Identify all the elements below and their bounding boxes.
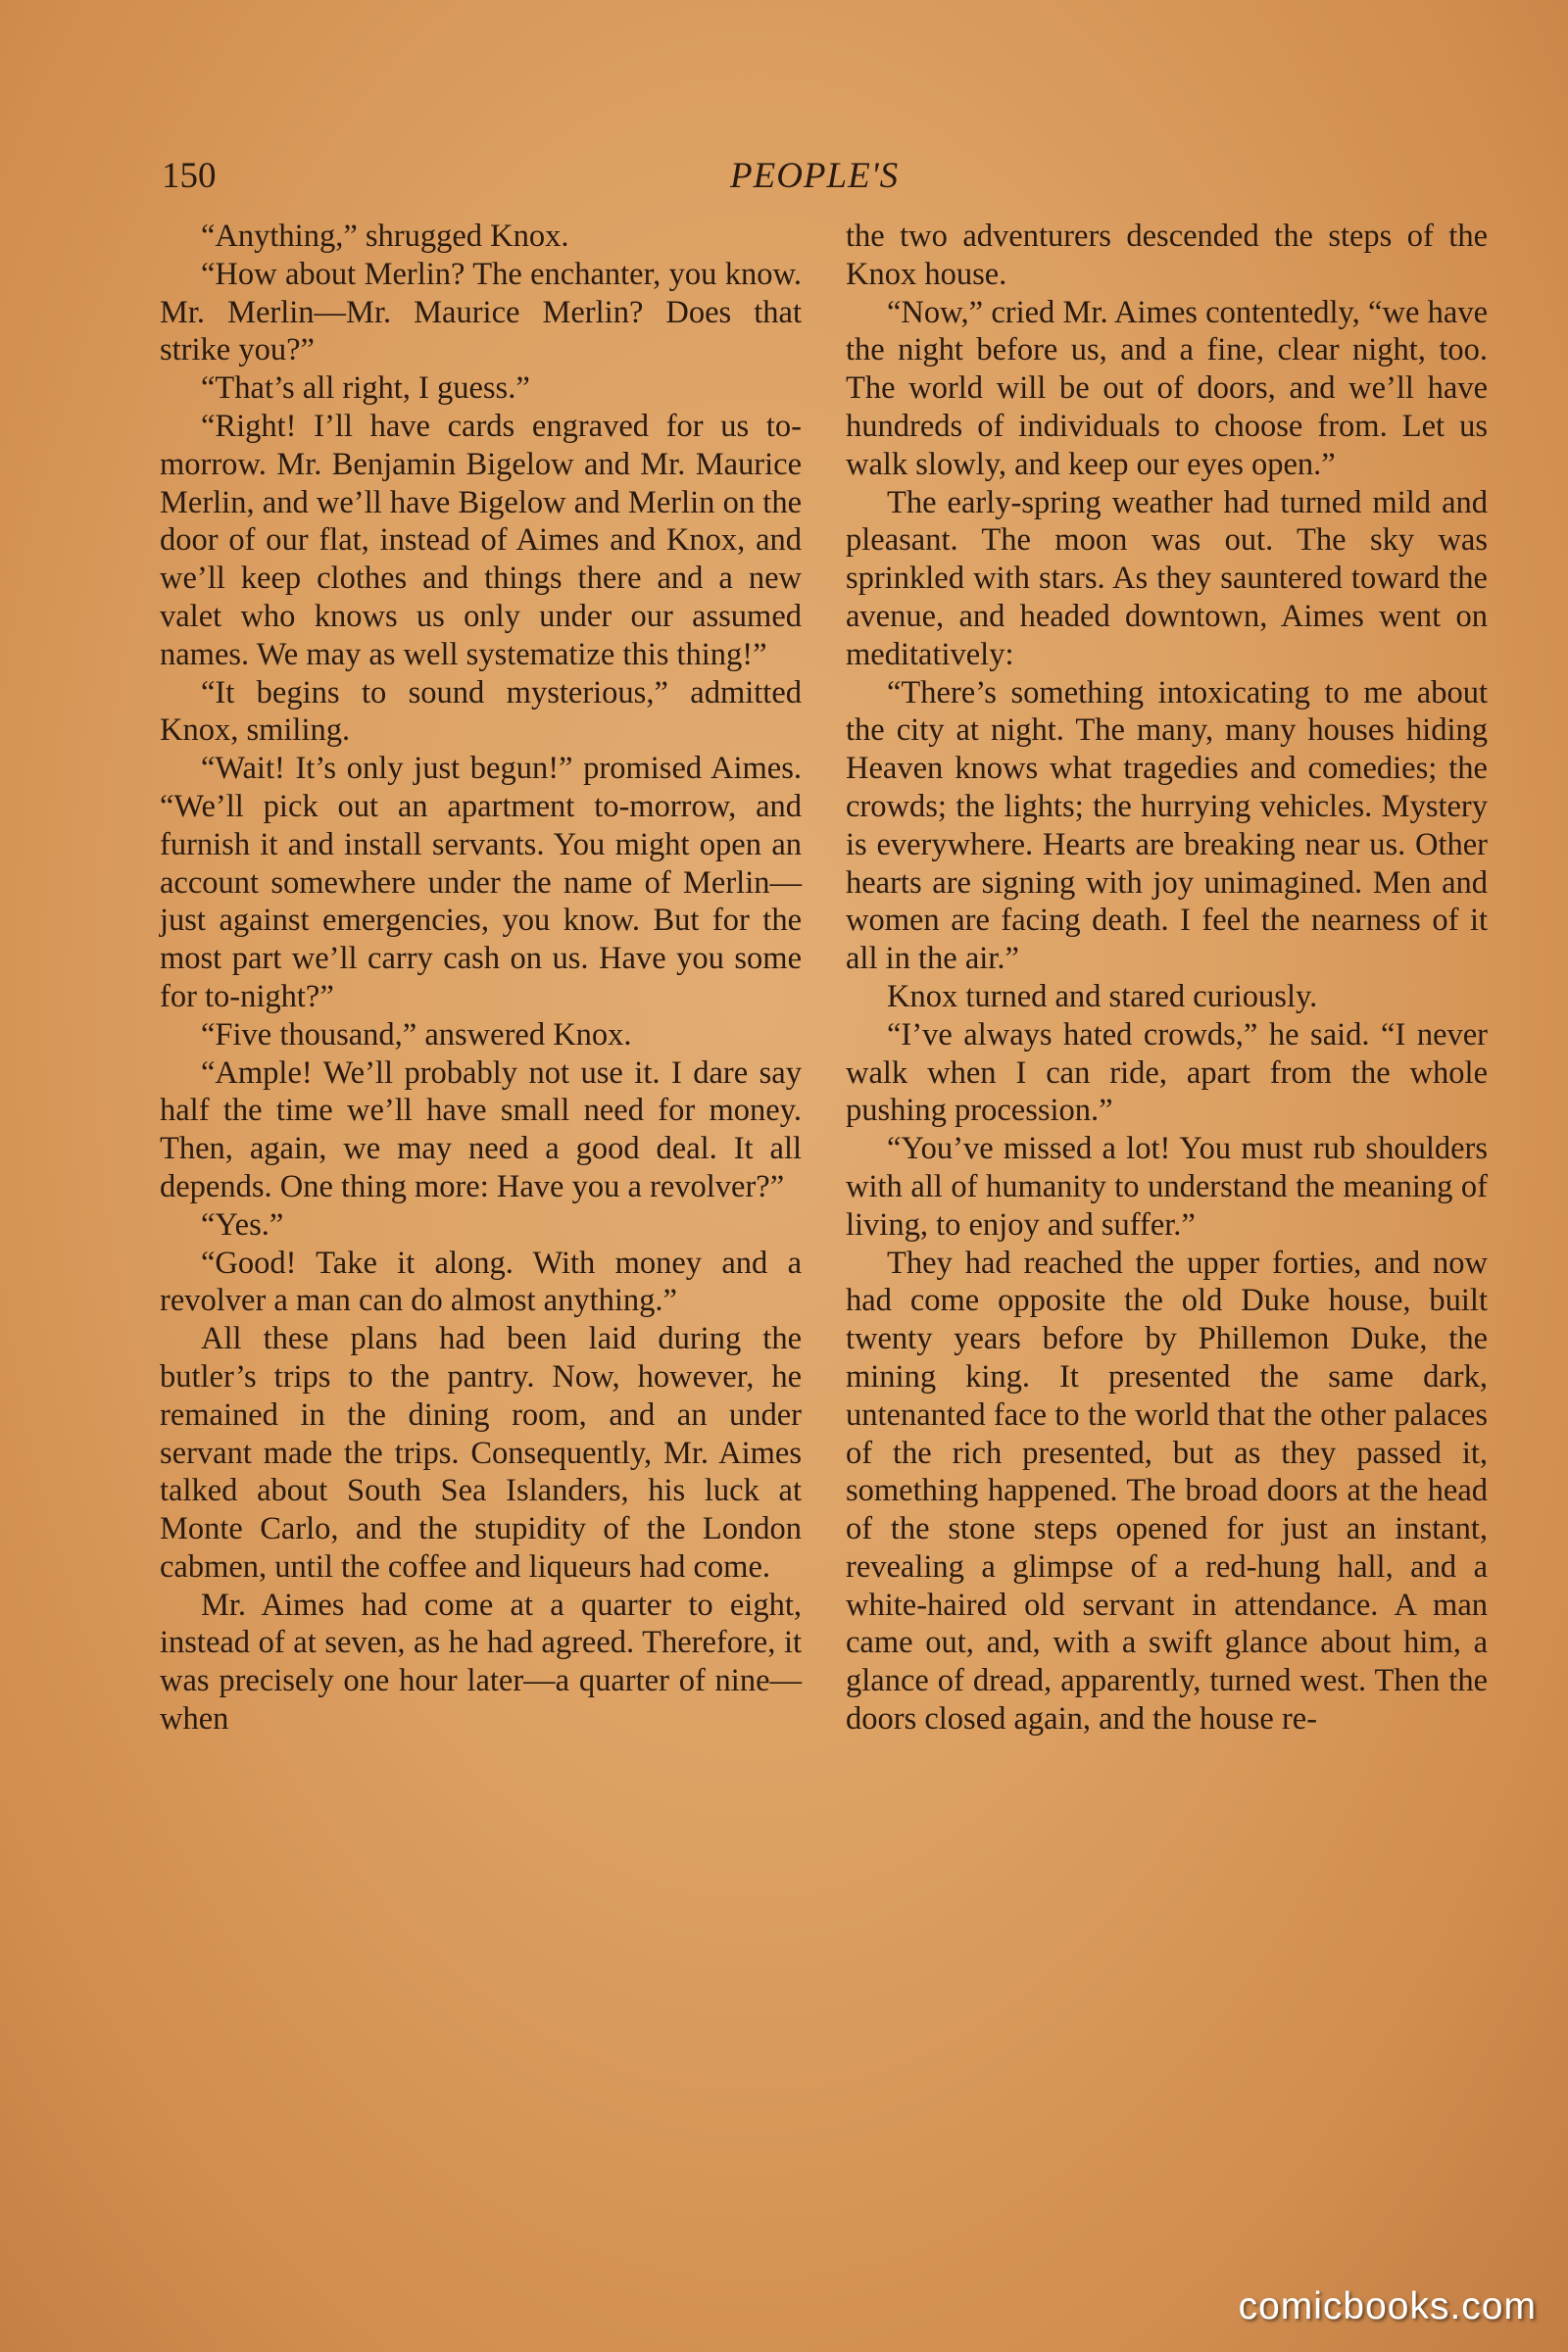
- paragraph: “You’ve missed a lot! You must rub shoulders with all of humanity to understand the meaning of living, to enjoy and suffer.”: [846, 1131, 1488, 1243]
- page-number: 150: [162, 156, 217, 196]
- paragraph: “I’ve always hated crowds,” he said. “I never walk when I can ride, apart from the whole pushing procession.”: [846, 1016, 1488, 1129]
- right-column: [846, 218, 1488, 1739]
- paragraph: “Yes.”: [201, 1206, 284, 1243]
- paragraph: “Ample! We’ll probably not use it. I dare say half the time we’ll have small need for money. Then, again, we may need a good deal. It all depends. One thing more: Have you a revolver?”: [160, 1054, 802, 1204]
- paragraph: “It begins to sound mysterious,” admitted Knox, smiling.: [160, 674, 802, 749]
- paragraph: “That’s all right, I guess.”: [201, 370, 530, 407]
- paragraph: “Wait! It’s only just begun!” promised Aimes. “We’ll pick out an apartment to-morrow, and furnish it and install servants. You might open an account somewhere under the name of Merlin—just against emergencies, you know. But for the most part we’ll carry cash on us. Have you some for to-night?”: [160, 751, 802, 1014]
- paragraph: “Right! I’ll have cards engraved for us to-morrow. Mr. Benjamin Bigelow and Mr. Maurice Merlin, and we’ll have Bigelow and Merlin on the door of our flat, instead of Aimes and Knox, and we’ll keep clothes and things there and a new valet who knows us only under our assumed names. We may as well systematize this thing!”: [160, 408, 802, 672]
- paragraph: Mr. Aimes had come at a quarter to eight, instead of at seven, as he had agreed. Therefore, it was precisely one hour later—a quarter of nine—when: [160, 1587, 802, 1738]
- paragraph: “Now,” cried Mr. Aimes contentedly, “we have the night before us, and a fine, clear night, too. The world will be out of doors, and we’ll have hundreds of individuals to choose from. Let us walk slowly, and keep our eyes open.”: [846, 294, 1488, 482]
- paragraph: They had reached the upper forties, and now had come opposite the old Duke house, built twenty years before by Phillemon Duke, the mining king. It presented the same dark, untenanted face to the world that the other palaces of the rich presented, but as they passed it, something happened. The broad doors at the head of the stone steps opened for just an instant, revealing a glimpse of a red-hung hall, and a white-haired old servant in attendance. A man came out, and, with a swift glance about him, a glance of dread, apparently, turned west. Then the doors closed again, and the house re-: [846, 1245, 1488, 1738]
- paragraph: “There’s something intoxicating to me about the city at night. The many, many houses hiding Heaven knows what tragedies and comedies; the crowds; the lights; the hurrying vehicles. Mystery is everywhere. Hearts are breaking near us. Other hearts are signing with joy unimagined. Men and women are facing death. I feel the nearness of it all in the air.”: [846, 674, 1488, 977]
- paragraph: Knox turned and stared curiously.: [887, 978, 1318, 1014]
- paragraph: All these plans had been laid during the butler’s trips to the pantry. Now, however, he remained in the dining room, and an under servant made the trips. Consequently, Mr. Aimes talked about South Sea Islanders, his luck at Monte Carlo, and the stupidity of the London cabmen, until the coffee and liqueurs had come.: [160, 1321, 802, 1585]
- running-head: PEOPLE'S: [730, 156, 900, 196]
- paragraph: “Five thousand,” answered Knox.: [201, 1016, 632, 1053]
- paragraph: “Good! Take it along. With money and a revolver a man can do almost anything.”: [160, 1245, 802, 1319]
- paragraph: “How about Merlin? The enchanter, you know. Mr. Merlin—Mr. Maurice Merlin? Does that strike you?”: [160, 256, 802, 368]
- paragraph: The early-spring weather had turned mild and pleasant. The moon was out. The sky was sprinkled with stars. As they sauntered toward the avenue, and headed downtown, Aimes went on meditatively:: [846, 484, 1488, 672]
- page-header: [162, 152, 1485, 201]
- watermark: comicbooks.com: [1238, 2285, 1537, 2328]
- paragraph-continued: the two adventurers descended the steps of the Knox house.: [846, 219, 1488, 292]
- left-column: [160, 218, 802, 1739]
- paragraph: “Anything,” shrugged Knox.: [201, 219, 569, 254]
